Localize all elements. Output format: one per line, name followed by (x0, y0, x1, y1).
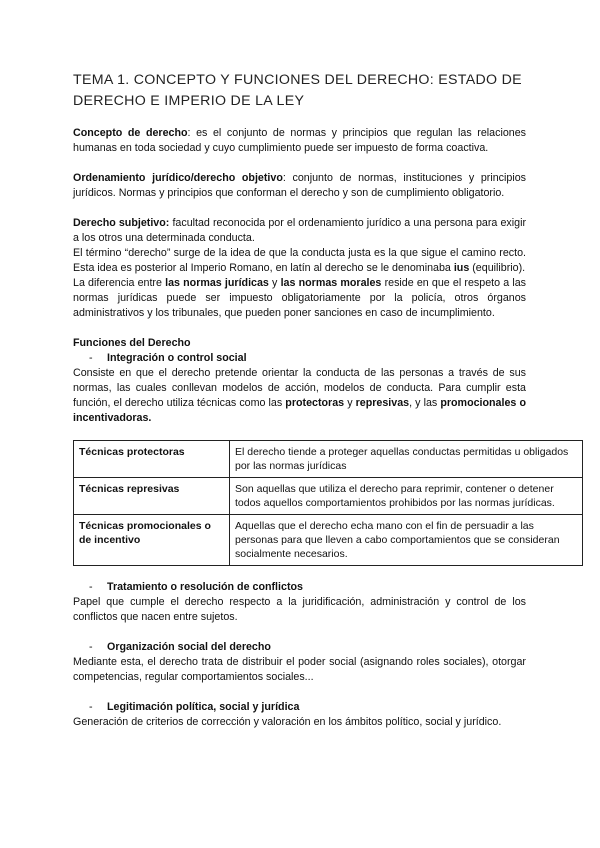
table-cell-name: Técnicas protectoras (74, 441, 230, 478)
integracion-title: Integración o control social (107, 352, 247, 364)
origen-paragraph (73, 246, 526, 276)
table-cell-name: Técnicas represivas (74, 478, 230, 515)
concepto-term: Concepto de derecho (73, 127, 188, 139)
origen-term: ius (453, 262, 470, 274)
bullet-dash: - (89, 581, 93, 593)
integracion-bold-2: represivas (355, 397, 410, 409)
legitimacion-title: Legitimación política, social y jurídica (107, 701, 300, 713)
diferencia-text-3: reside en que el respeto a las normas jurídicas puede ser impuesto obligatoriamente por la policía, otros órganos administrativos y los tribunales, que pueden poner sanciones en caso de incumplimiento. (73, 277, 526, 319)
integracion-text-3: , y las (409, 397, 441, 409)
bullet-dash: - (89, 701, 93, 713)
diferencia-text-2: y (268, 277, 281, 289)
integracion-paragraph (73, 366, 526, 426)
concepto-paragraph (73, 126, 526, 156)
origen-text-before: El término “derecho” surge de la idea de que la conducta justa es la que sigue el camino recto. Esta idea es posterior al Imperio Romano, en latín al derecho se le denominaba (73, 247, 526, 274)
ordenamiento-text: : conjunto de normas, instituciones y principios jurídicos. Normas y principios que conforman el derecho y son de cumplimiento obligatorio. (73, 172, 526, 199)
table-row (74, 515, 583, 566)
legitimacion-paragraph: Generación de criterios de corrección y valoración en los ámbitos político, social y jurídico. (73, 716, 502, 728)
diferencia-bold-2: las normas morales (280, 277, 382, 289)
subjetivo-term: Derecho subjetivo: (73, 217, 170, 229)
organizacion-paragraph: Mediante esta, el derecho trata de distribuir el poder social (asignando roles sociales), otorgar competencias, regular comportamientos sociales... (73, 656, 526, 683)
table-cell-desc: Aquellas que el derecho echa mano con el fin de persuadir a las personas para que lleven a cabo comportamientos que se consideran socialmente necesarios. (230, 515, 583, 566)
table-row (74, 441, 583, 478)
integracion-bullet (73, 351, 526, 366)
integracion-text-2: y (344, 397, 356, 409)
tecnicas-table (73, 440, 583, 566)
document-title: TEMA 1. CONCEPTO Y FUNCIONES DEL DERECHO: ESTADO DE DERECHO E IMPERIO DE LA LEY (73, 72, 522, 109)
bullet-dash: - (89, 641, 93, 653)
bullet-dash: - (89, 352, 93, 364)
ordenamiento-paragraph (73, 171, 526, 201)
organizacion-bullet (73, 640, 526, 655)
integracion-text-1: Consiste en que el derecho pretende orientar la conducta de las personas a través de sus normas, las cuales conllevan modelos de acción, modelos de conducta. Para cumplir esta función, el derecho utiliza técnicas como las (73, 367, 526, 409)
integracion-bold-1: protectoras (285, 397, 345, 409)
tratamiento-title: Tratamiento o resolución de conflictos (107, 581, 303, 593)
tratamiento-bullet (73, 580, 526, 595)
subjetivo-paragraph (73, 216, 526, 246)
origen-text-after: (equilibrio). (469, 262, 526, 274)
table-cell-name: Técnicas promocionales o de incentivo (74, 515, 230, 566)
integracion-bold-3: promocionales o incentivadoras. (73, 397, 526, 424)
legitimacion-bullet (73, 700, 526, 715)
subjetivo-text: facultad reconocida por el ordenamiento jurídico a una persona para exigir a los otros una determinada conducta. (73, 217, 526, 244)
table-cell-desc: Son aquellas que utiliza el derecho para reprimir, contener o detener todos aquellos comportamientos prohibidos por las normas jurídicas. (230, 478, 583, 515)
concepto-text: : es el conjunto de normas y principios que regulan las relaciones humanas en toda sociedad y cuyo cumplimiento puede ser impuesto de forma coactiva. (73, 127, 526, 154)
diferencia-text-1: La diferencia entre (73, 277, 166, 289)
table-cell-desc: El derecho tiende a proteger aquellas conductas permitidas u obligados por las normas jurídicas (230, 441, 583, 478)
ordenamiento-term: Ordenamiento jurídico/derecho objetivo (73, 172, 283, 184)
organizacion-title: Organización social del derecho (107, 641, 271, 653)
diferencia-bold-1: las normas jurídicas (165, 277, 269, 289)
tratamiento-paragraph: Papel que cumple el derecho respecto a la juridificación, administración y control de los conflictos que nacen entre sujetos. (73, 596, 526, 623)
funciones-heading: Funciones del Derecho (73, 337, 191, 349)
document-page (73, 70, 569, 730)
diferencia-paragraph (73, 276, 526, 321)
table-row (74, 478, 583, 515)
